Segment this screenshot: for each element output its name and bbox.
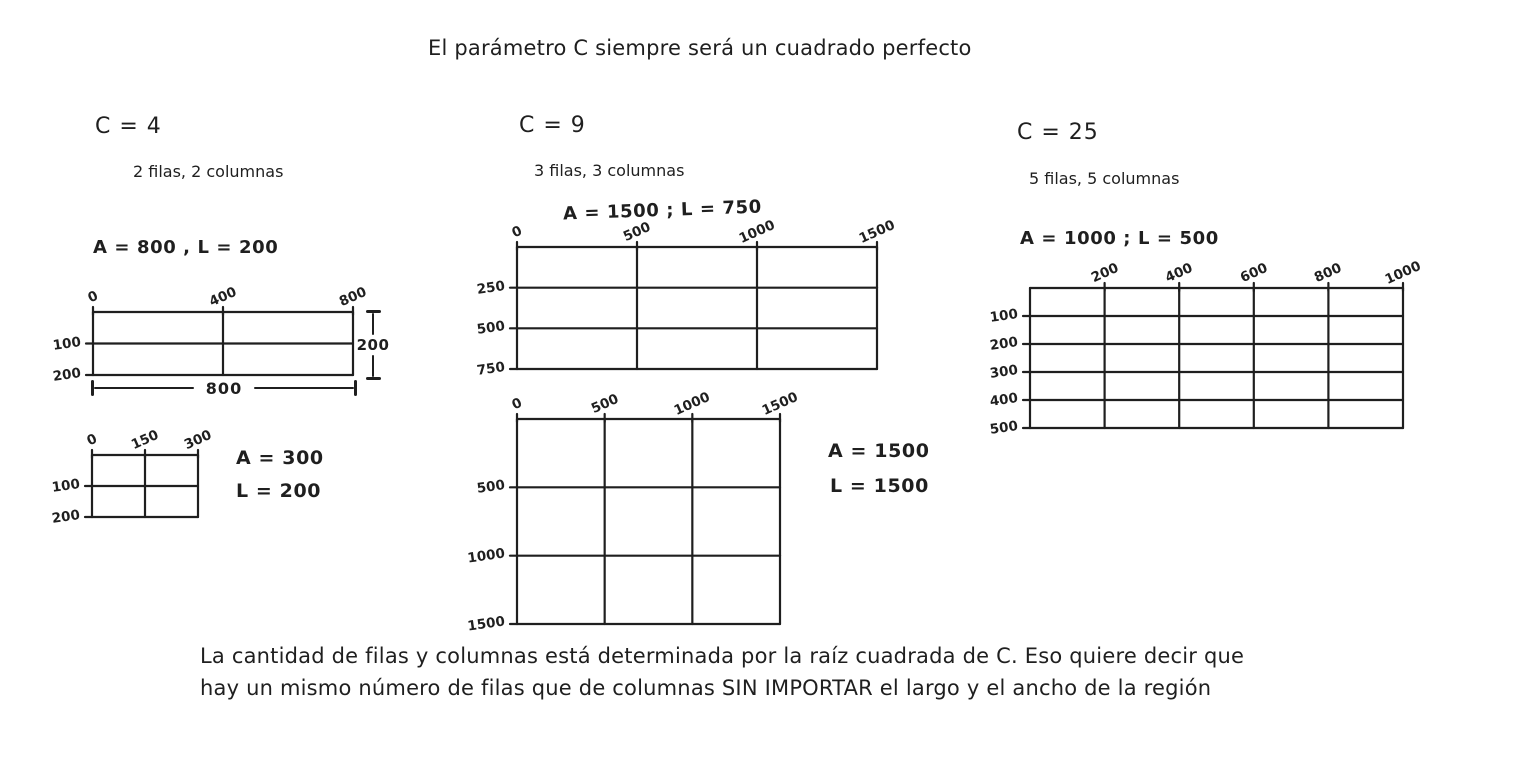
y-axis-tick-label: 100 — [988, 306, 1019, 326]
dim-bar — [94, 387, 194, 390]
x-axis-tick-label: 0 — [509, 394, 525, 414]
grid-c4-small — [50, 426, 215, 527]
c9-square-area-label: A = 1500 — [828, 440, 930, 462]
dim-bar — [372, 313, 375, 335]
grid-lines — [92, 455, 198, 517]
y-axis-tick-label: 200 — [50, 507, 81, 527]
width-dimension-bracket — [91, 377, 357, 399]
x-axis-tick-label: 300 — [181, 426, 215, 454]
y-axis-tick-label: 500 — [475, 477, 506, 498]
x-axis-tick-label: 500 — [620, 218, 654, 246]
y-axis-tick-label: 100 — [50, 476, 81, 496]
dim-cap-bottom — [366, 377, 381, 380]
x-axis-tick-label: 800 — [336, 283, 370, 311]
c4-small-length-label: L = 200 — [236, 480, 322, 502]
y-axis-tick-label: 200 — [51, 365, 82, 385]
footer-text-line2: hay un mismo número de filas que de columnas SIN IMPORTAR el largo y el ancho de la región — [200, 676, 1212, 700]
y-axis-tick-label: 1500 — [466, 613, 506, 635]
section-c4-heading: C = 4 — [95, 114, 162, 139]
x-axis-tick-label: 1000 — [1382, 258, 1424, 288]
x-axis-tick-label: 1500 — [856, 217, 898, 247]
y-axis-tick-label: 250 — [475, 277, 506, 298]
x-axis-tick-label: 800 — [1312, 259, 1345, 287]
dim-bar — [372, 355, 375, 377]
height-dimension-bracket — [356, 310, 390, 380]
grid-lines — [1030, 288, 1403, 428]
height-dimension-label: 200 — [356, 336, 390, 354]
x-axis-tick-label: 0 — [509, 222, 525, 242]
section-c9-rows-cols-label: 3 filas, 3 columnas — [534, 161, 685, 180]
y-axis-tick-label: 500 — [988, 418, 1019, 438]
x-axis-tick-label: 0 — [85, 287, 101, 307]
x-axis-tick-label: 0 — [84, 430, 100, 450]
x-axis-tick-label: 600 — [1237, 259, 1270, 287]
y-axis-tick-label: 400 — [988, 390, 1019, 410]
x-axis-tick-label: 400 — [1163, 259, 1196, 287]
section-c25-formula: A = 1000 ; L = 500 — [1020, 228, 1219, 249]
grid-c9-wide — [475, 217, 898, 379]
section-c4-rows-cols-label: 2 filas, 2 columnas — [133, 162, 284, 181]
dim-cap-right — [354, 380, 357, 396]
grid-lines — [93, 312, 353, 375]
footer-text-line1: La cantidad de filas y columnas está determinada por la raíz cuadrada de C. Eso quiere decir que — [200, 644, 1245, 668]
grid-c9-square — [466, 389, 801, 635]
section-c25-rows-cols-label: 5 filas, 5 columnas — [1029, 169, 1180, 188]
c4-small-area-label: A = 300 — [236, 447, 324, 469]
y-axis-tick-label: 300 — [988, 362, 1019, 382]
y-axis-tick-label: 200 — [988, 334, 1019, 354]
width-dimension-label: 800 — [205, 378, 243, 398]
x-axis-tick-label: 1500 — [759, 389, 801, 419]
section-c25-heading: C = 25 — [1017, 120, 1099, 145]
x-axis-tick-label: 500 — [588, 390, 621, 418]
y-axis-tick-label: 500 — [475, 318, 506, 339]
c9-square-length-label: L = 1500 — [830, 475, 929, 497]
dim-bar — [254, 387, 354, 390]
section-c4-formula: A = 800 , L = 200 — [93, 237, 279, 258]
section-c9-formula: A = 1500 ; L = 750 — [562, 196, 763, 225]
y-axis-tick-label: 1000 — [466, 545, 506, 567]
x-axis-tick-label: 200 — [1088, 259, 1121, 287]
grid-c25 — [988, 258, 1424, 438]
section-c9-heading: C = 9 — [519, 113, 586, 138]
y-axis-tick-label: 100 — [51, 333, 82, 354]
page-title: El parámetro C siempre será un cuadrado perfecto — [428, 36, 972, 60]
grid-lines — [517, 419, 780, 624]
grid-c4-main — [51, 283, 370, 385]
y-axis-tick-label: 750 — [475, 359, 506, 379]
grid-lines — [517, 247, 877, 369]
x-axis-tick-label: 400 — [206, 283, 240, 311]
x-axis-tick-label: 150 — [128, 426, 162, 454]
x-axis-tick-label: 1000 — [736, 217, 778, 247]
x-axis-tick-label: 1000 — [671, 389, 713, 419]
